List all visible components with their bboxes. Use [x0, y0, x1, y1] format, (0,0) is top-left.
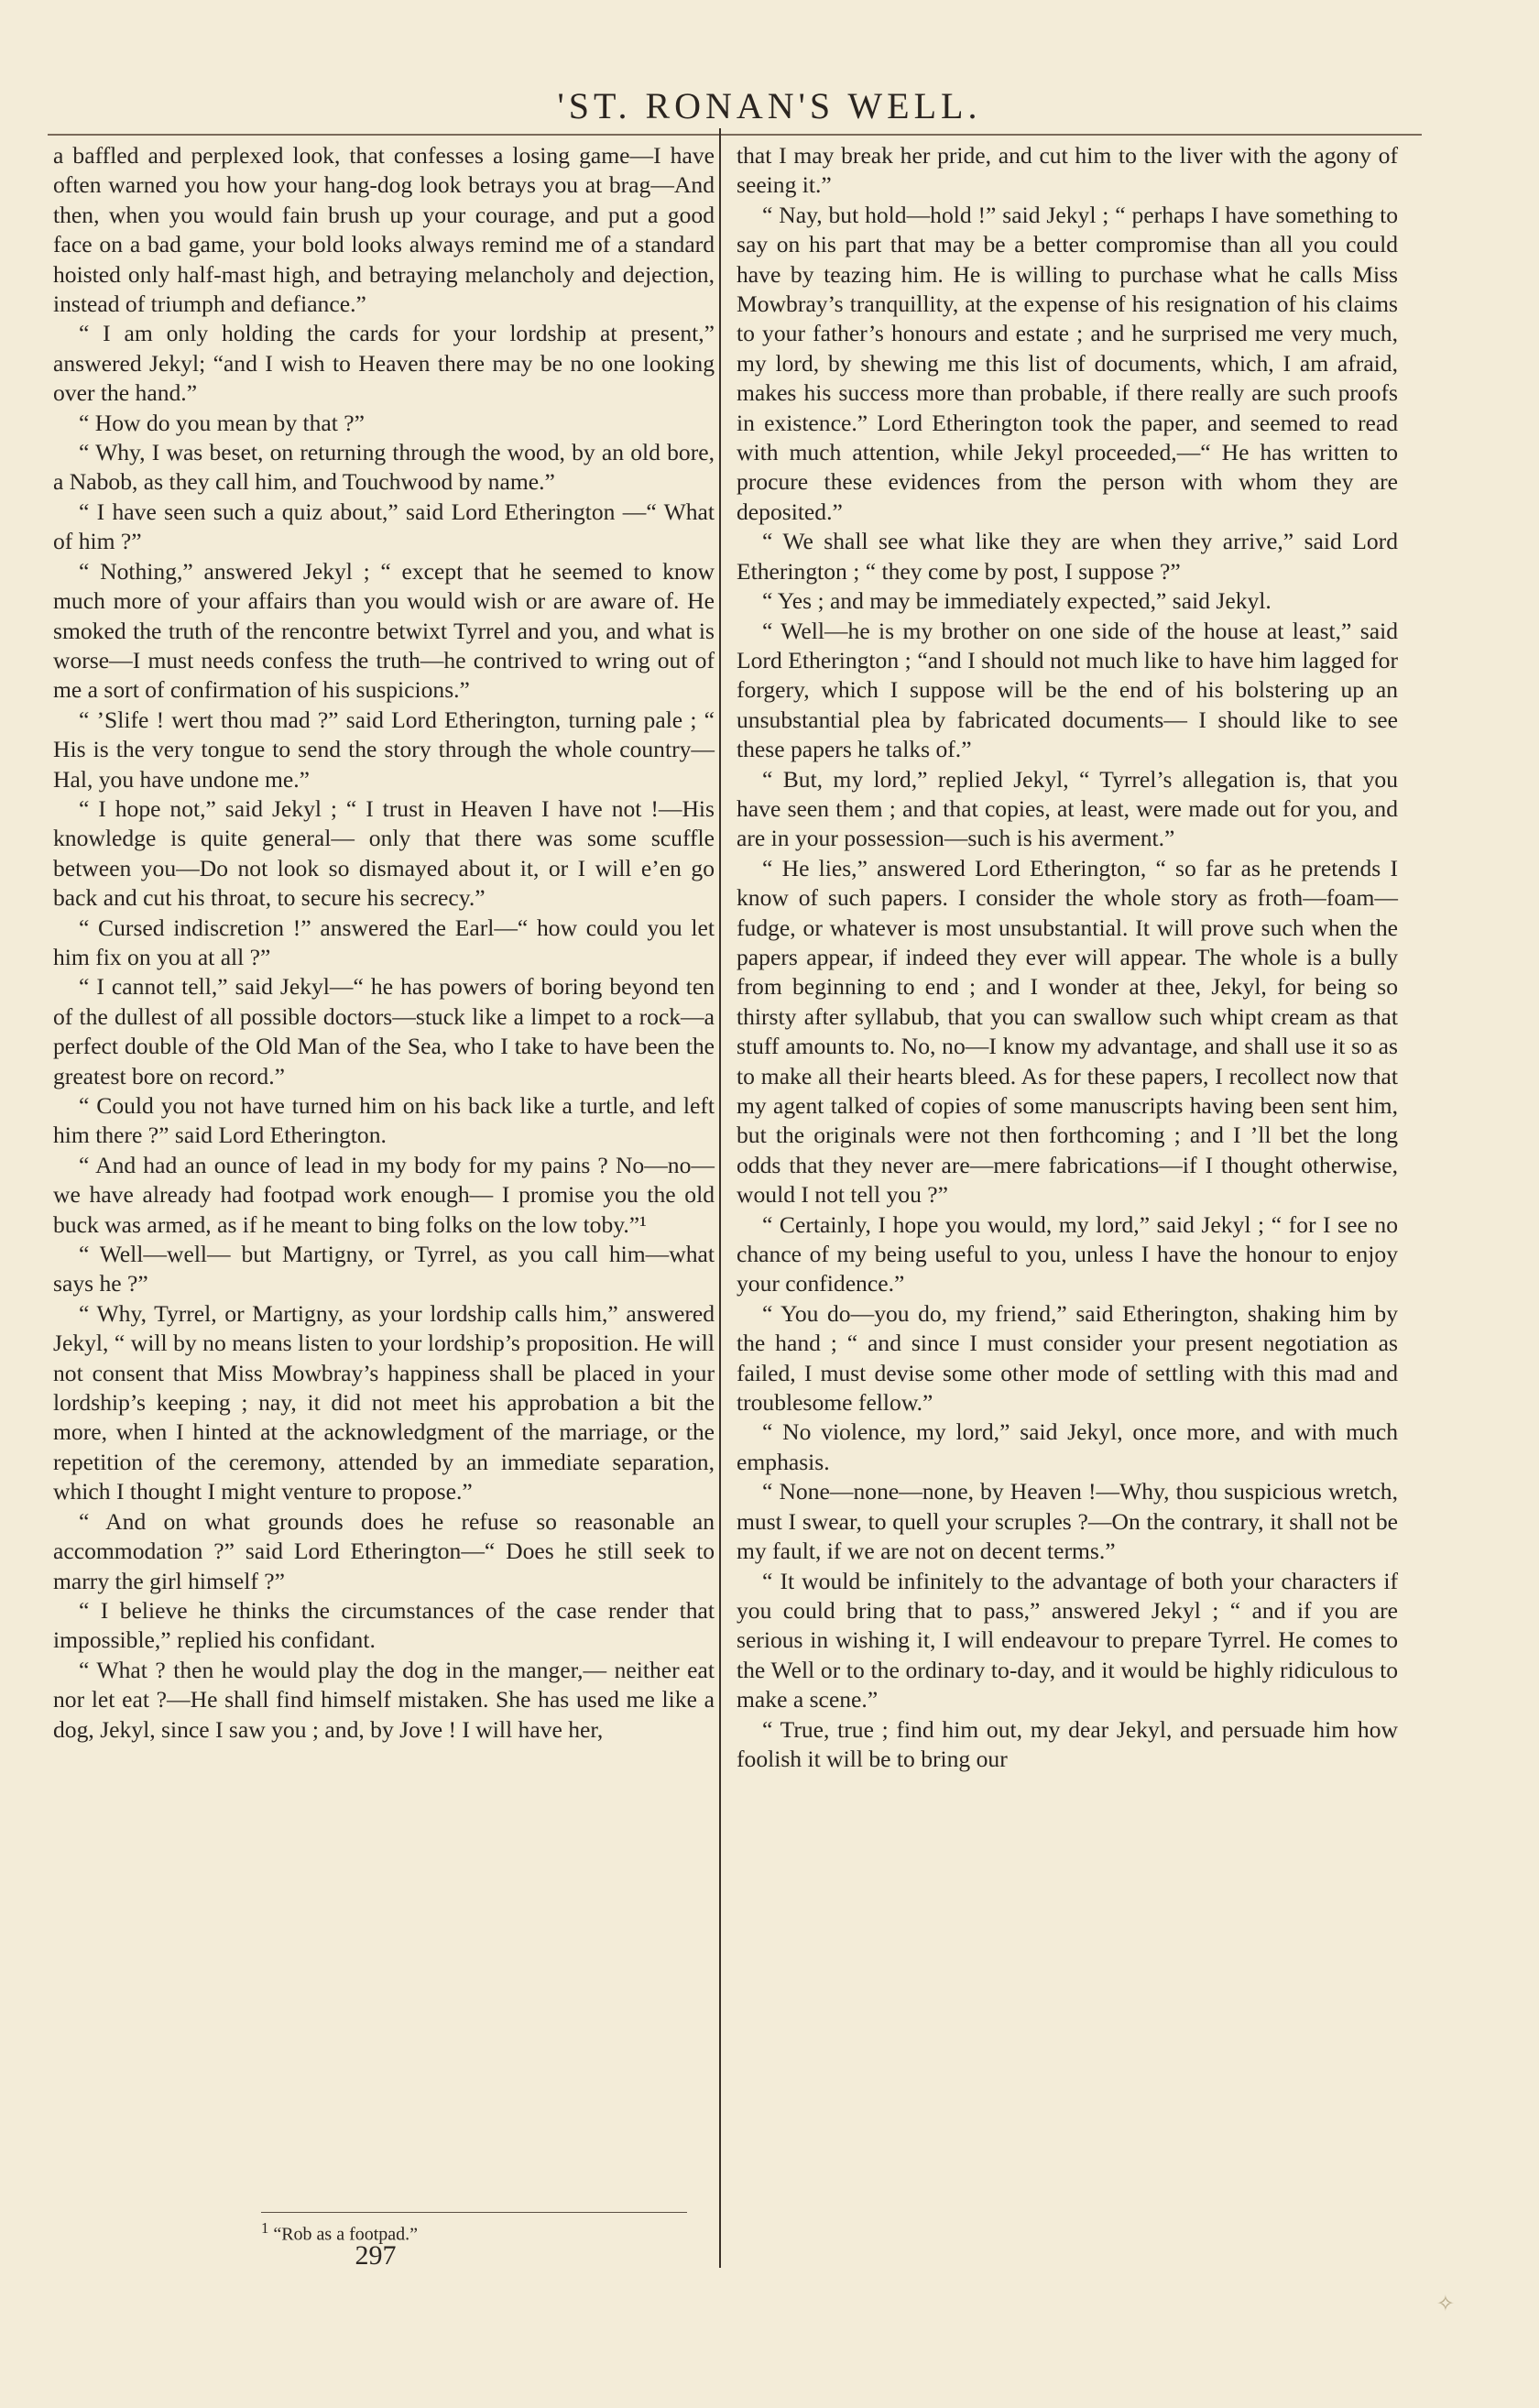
paragraph: “ But, my lord,” replied Jekyl, “ Tyrrel’s allegation is, that you have seen them ; and that copies, at least, were made out for you, and are in your possession—such is his averment.”	[737, 765, 1398, 852]
paragraph: that I may break her pride, and cut him to the liver with the agony of seeing it.”	[737, 142, 1398, 199]
paragraph: “ Could you not have turned him on his back like a turtle, and left him there ?” said Lord Etherington.	[53, 1092, 715, 1149]
left-column	[53, 141, 715, 1745]
paragraph: “ I cannot tell,” said Jekyl—“ he has powers of boring beyond ten of the dullest of all possible doctors—stuck like a limpet to a rock—a perfect double of the Old Man of the Sea, who I take to have been the greatest bore on record.”	[53, 973, 715, 1089]
page-number: 297	[355, 2240, 397, 2271]
header-rule	[48, 134, 1422, 136]
paragraph: “ You do—you do, my friend,” said Etherington, shaking him by the hand ; “ and since I must consider your present negotiation as failed, I must devise some other mode of settling with this mad and troublesome fellow.”	[737, 1299, 1398, 1417]
paragraph: “ Why, Tyrrel, or Martigny, as your lordship calls him,” answered Jekyl, “ will by no means listen to your lordship’s proposition. He will not consent that Miss Mowbray’s happiness shall be placed in your lordship’s keeping ; nay, it did not meet his approbation a bit the more, when I hinted at the acknowledgment of the marriage, or the repetition of the ceremony, attended by an immediate separation, which I thought I might venture to propose.”	[53, 1299, 715, 1505]
footnote-text: “Rob as a footpad.”	[273, 2224, 419, 2245]
paragraph: “ We shall see what like they are when they arrive,” said Lord Etherington ; “ they come by post, I suppose ?”	[737, 528, 1398, 585]
running-head: 'ST. RONAN'S WELL.	[557, 85, 982, 126]
paragraph: “ It would be infinitely to the advantage of both your characters if you could bring that to pass,” answered Jekyl ; “ and if you are serious in wishing it, I will endeavour to prepare Tyrrel. He comes to the Well or to the ordinary to-day, and it would be highly ridiculous to make a scene.”	[737, 1567, 1398, 1713]
paragraph: a baffled and perplexed look, that confesses a losing game—I have often warned you how your hang-dog look betrays you at brag—And then, when you would fain brush up your courage, and put a good face on a bad game, your bold looks always remind me of a standard hoisted only half-mast high, and betraying melancholy and dejection, instead of triumph and defiance.”	[53, 142, 715, 318]
paragraph: “ I have seen such a quiz about,” said Lord Etherington —“ What of him ?”	[53, 498, 715, 555]
paragraph: “ Cursed indiscretion !” answered the Earl—“ how could you let him fix on you at all ?”	[53, 914, 715, 970]
paragraph: “ Nothing,” answered Jekyl ; “ except that he seemed to know much more of your affairs than you would wish or are aware of. He smoked the truth of the rencontre betwixt Tyrrel and you, and what is worse—I must needs confess the truth—he contrived to wring out of me a sort of confirmation of his suspicions.”	[53, 557, 715, 704]
paragraph: “ I believe he thinks the circumstances of the case render that impossible,” replied his confidant.	[53, 1596, 715, 1654]
footnote	[261, 2219, 687, 2246]
paragraph: “ No violence, my lord,” said Jekyl, once more, and with much emphasis.	[737, 1418, 1398, 1475]
paragraph: “ He lies,” answered Lord Etherington, “ so far as he pretends I know of such papers. I consider the whole story as froth—foam—fudge, or whatever is most unsubstantial. It will prove such when the papers appear, if indeed they ever will appear. The whole is a bully from beginning to end ; and I wonder at thee, Jekyl, for being so thirsty after syllabub, that you can swallow such whipt cream as that stuff amounts to. No, no—I know my advantage, and shall use it so as to make all their hearts bleed. As for these papers, I recollect now that my agent talked of copies of some manuscripts having been sent him, but the originals were not then forthcoming ; and I ’ll bet the long odds that they never are—mere fabrications—if I thought otherwise, would I not tell you ?”	[737, 854, 1398, 1209]
right-column	[737, 141, 1398, 1774]
margin-mark-icon: ✧	[1435, 2291, 1455, 2316]
paragraph: “ Well—he is my brother on one side of the house at least,” said Lord Etherington ; “and I should not much like to have him lagged for forgery, which I suppose will be the end of his bolstering up an unsubstantial plea by fabricated documents— I should like to see these papers he talks of.”	[737, 617, 1398, 763]
paragraph: “ Certainly, I hope you would, my lord,” said Jekyl ; “ for I see no chance of my being useful to you, unless I have the honour to enjoy your confidence.”	[737, 1210, 1398, 1297]
paragraph: “ How do you mean by that ?”	[79, 409, 366, 436]
column-divider	[719, 128, 721, 2268]
paragraph: “ What ? then he would play the dog in the manger,— neither eat nor let eat ?—He shall find himself mistaken. She has used me like a dog, Jekyl, since I saw you ; and, by Jove ! I will have her,	[53, 1656, 715, 1743]
paragraph: “ And on what grounds does he refuse so reasonable an accommodation ?” said Lord Etherington—“ Does he still seek to marry the girl himself ?”	[53, 1507, 715, 1594]
footnote-rule	[261, 2212, 687, 2213]
footnote-marker: 1	[261, 2219, 269, 2237]
paragraph: “ Well—well— but Martigny, or Tyrrel, as you call him—what says he ?”	[53, 1241, 715, 1297]
paragraph: “ Yes ; and may be immediately expected,” said Jekyl.	[762, 587, 1272, 615]
paragraph: “ Why, I was beset, on returning through the wood, by an old bore, a Nabob, as they call him, and Touchwood by name.”	[53, 439, 715, 496]
paragraph: “ And had an ounce of lead in my body for my pains ? No—no—we have already had footpad work enough— I promise you the old buck was armed, as if he meant to bing folks on the low toby.”¹	[53, 1151, 715, 1238]
paragraph: “ I am only holding the cards for your lordship at present,” answered Jekyl; “and I wish to Heaven there may be no one looking over the hand.”	[53, 320, 715, 407]
paragraph: “ ’Slife ! wert thou mad ?” said Lord Etherington, turning pale ; “ His is the very tongue to send the story through the whole country—Hal, you have undone me.”	[53, 706, 715, 793]
paragraph: “ True, true ; find him out, my dear Jekyl, and persuade him how foolish it will be to bring our	[737, 1715, 1398, 1772]
paragraph: “ None—none—none, by Heaven !—Why, thou suspicious wretch, must I swear, to quell your scruples ?—On the contrary, it shall not be my fault, if we are not on decent terms.”	[737, 1478, 1398, 1565]
paragraph: “ I hope not,” said Jekyl ; “ I trust in Heaven I have not !—His knowledge is quite general— only that there was some scuffle between you—Do not look so dismayed about it, or I will e’en go back and cut his throat, to secure his secrecy.”	[53, 794, 715, 912]
paragraph: “ Nay, but hold—hold !” said Jekyl ; “ perhaps I have something to say on his part that may be a better compromise than all you could have by teazing him. He is willing to purchase what he calls Miss Mowbray’s tranquillity, at the expense of his resignation of his claims to your father’s honours and estate ; and he surprised me very much, my lord, by shewing me this list of documents, which, I am afraid, makes his success more than probable, if there really are such proofs in existence.” Lord Etherington took the paper, and seemed to read with much attention, while Jekyl proceeded,—“ He has written to procure these evidences from the person with whom they are deposited.”	[737, 201, 1398, 525]
